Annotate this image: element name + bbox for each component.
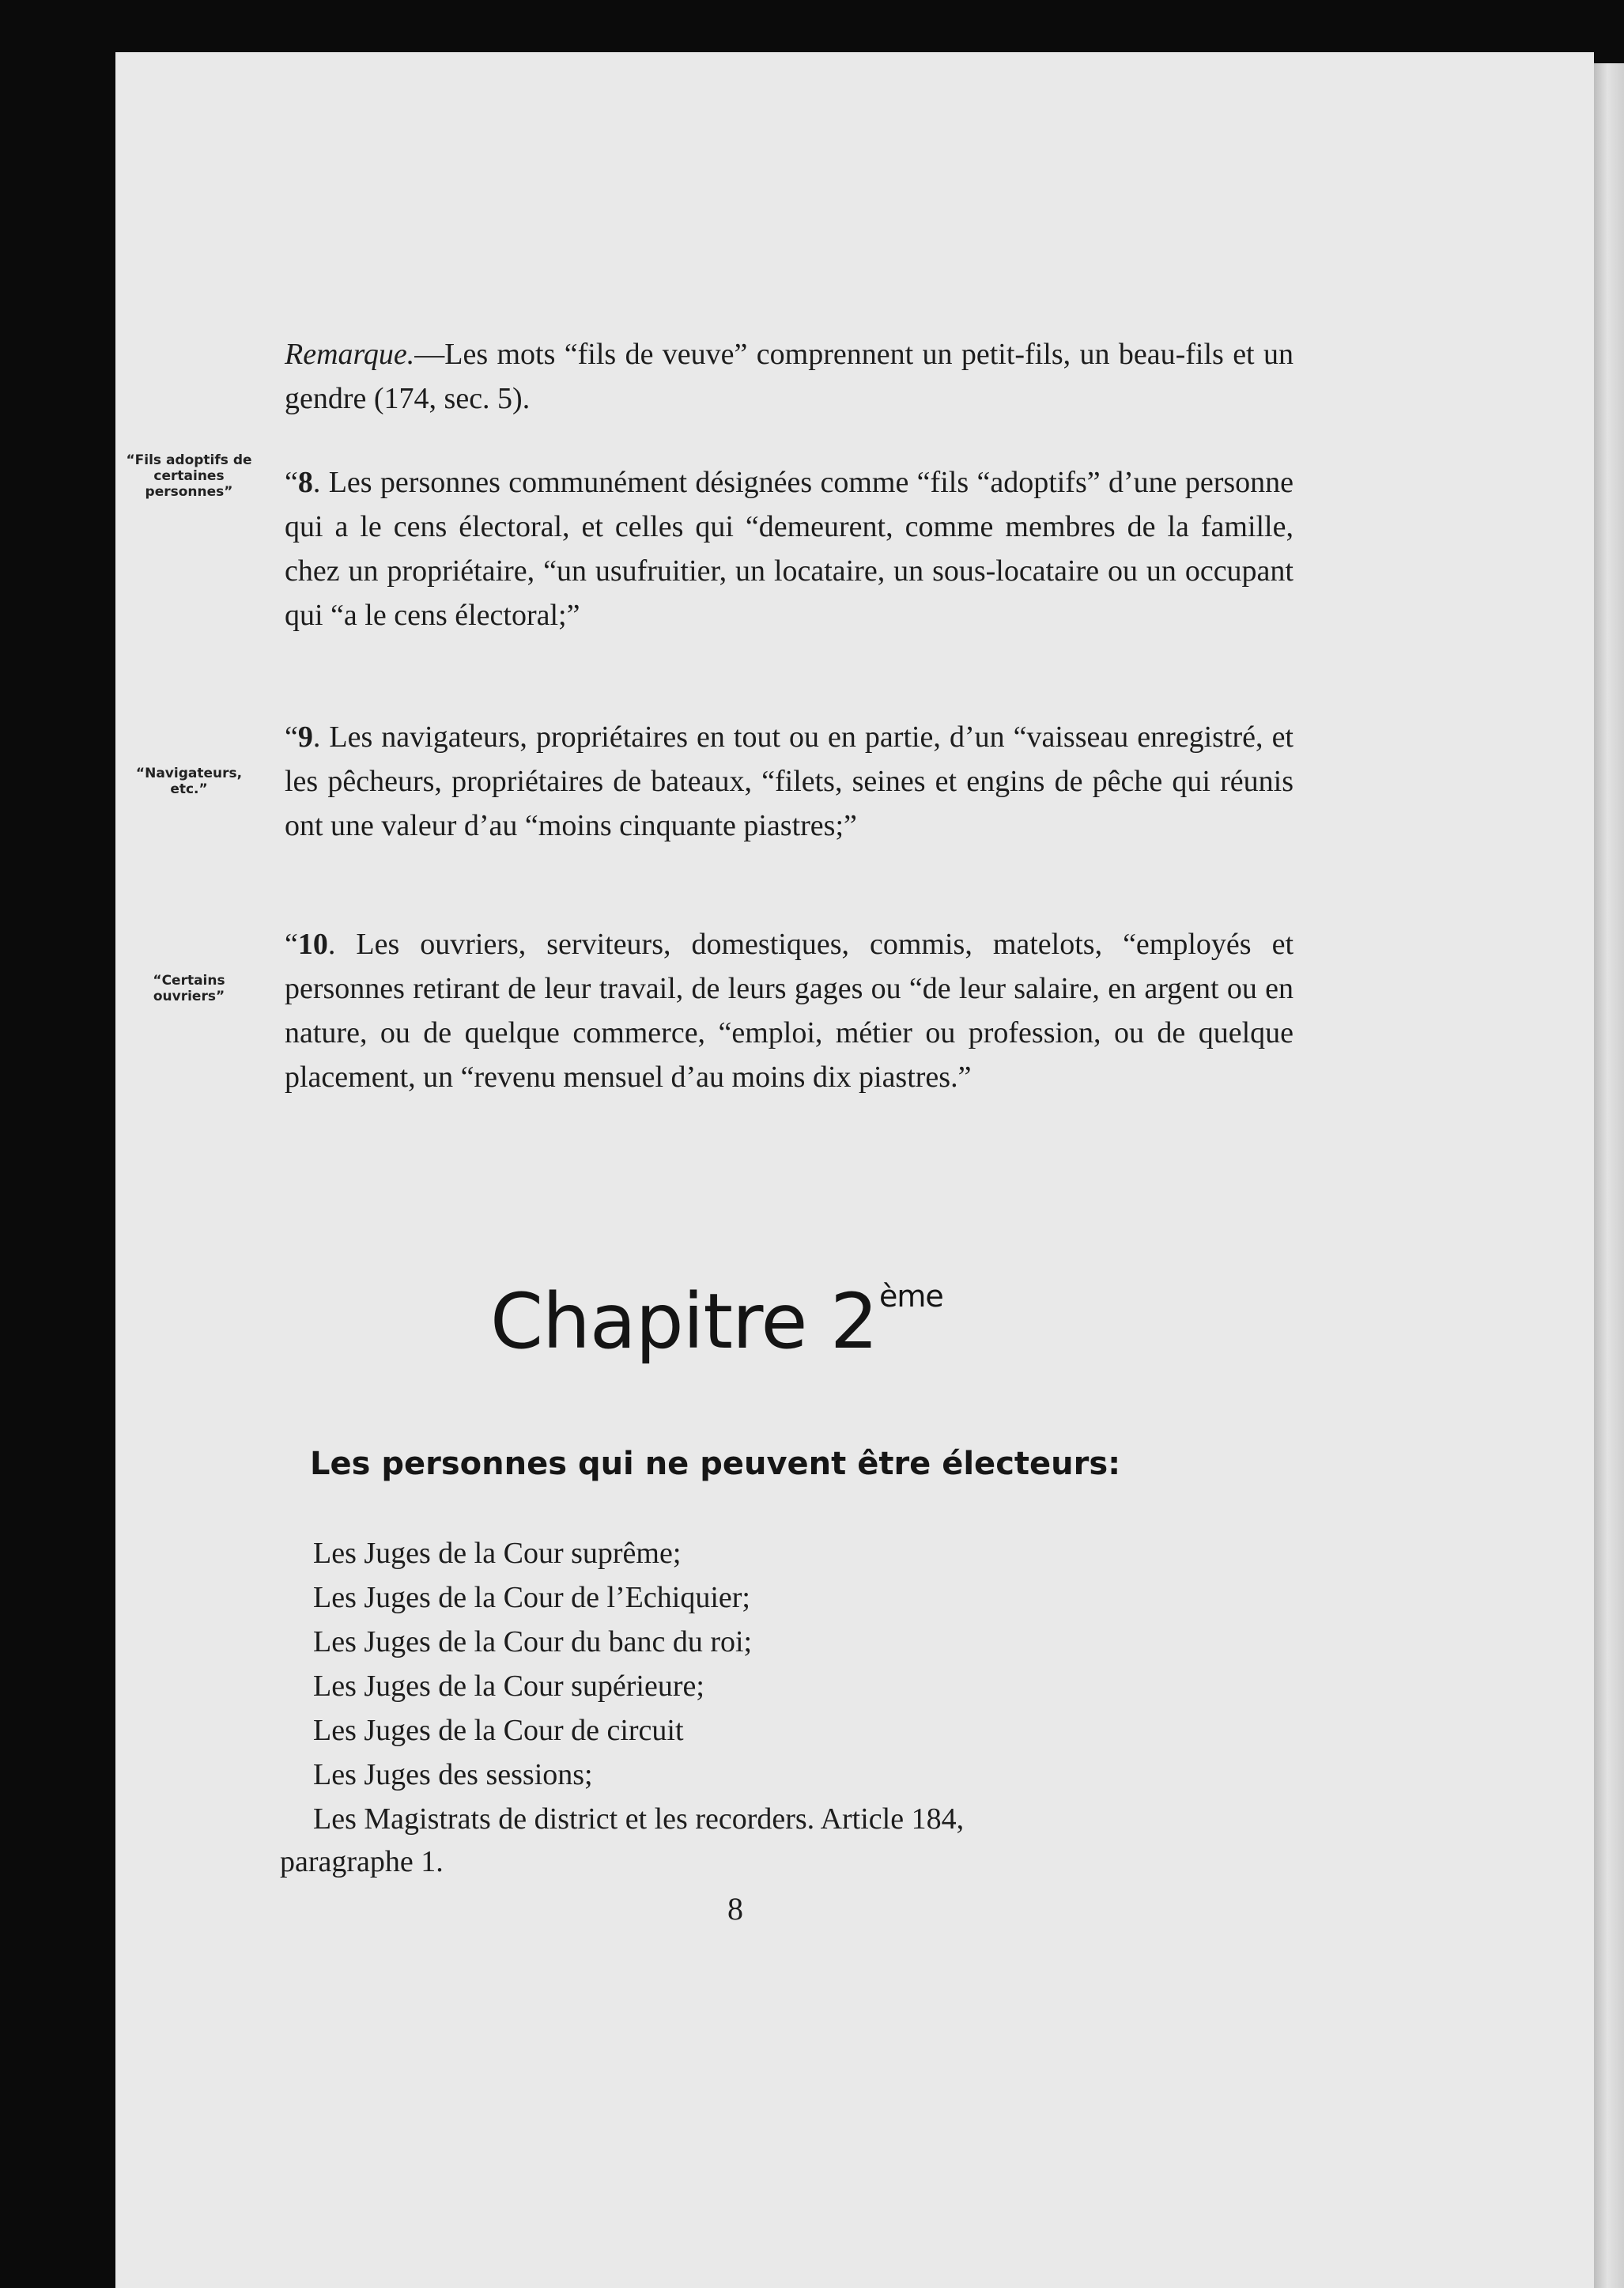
page-number: 8 xyxy=(727,1891,743,1927)
chapter-heading xyxy=(490,1253,1123,1365)
paragraph-10-number: 10 xyxy=(297,928,328,961)
adjacent-page-edge xyxy=(1594,63,1624,2288)
paragraph-8-number: 8 xyxy=(297,466,313,499)
remark-text: —Les mots “fils de veuve” comprennent un petit-fils, un beau-fils et un gendre (174, sec. 5). xyxy=(285,338,1294,415)
paragraph-8 xyxy=(285,460,1294,637)
chapter-suffix: ème xyxy=(878,1279,943,1314)
sidenote-fils-adoptifs: “Fils adoptifs de certaines personnes” xyxy=(126,452,252,500)
section-subtitle: Les personnes qui ne peuvent être électeurs: xyxy=(310,1446,1121,1482)
list-item: Les Juges de la Cour de l’Echiquier; xyxy=(313,1581,750,1614)
list-item: Les Juges de la Cour suprême; xyxy=(313,1537,682,1570)
ineligible-list xyxy=(313,1531,1294,1841)
sidenote-navigateurs: “Navigateurs, etc.” xyxy=(135,766,243,797)
sidenote-certains-ouvriers: “Certains ouvriers” xyxy=(153,973,225,1004)
paragraph-9-number: 9 xyxy=(297,720,313,754)
list-item: Les Juges des sessions; xyxy=(313,1758,593,1791)
paragraph-10-text: . Les ouvriers, serviteurs, domestiques, commis, matelots, “employés et personnes retirant de leur travail, de leurs gages ou “de leur salaire, en argent ou en nature, ou de quelque commerce, “emploi, métier ou profession, ou de quelque placement, un “revenu mensuel d’au moins dix piastres.” xyxy=(285,928,1294,1094)
remark-label: Remarque. xyxy=(285,338,415,371)
paragraph-8-quote: “ xyxy=(285,466,298,499)
paragraph-8-text: . Les personnes communément désignées comme “fils “adoptifs” d’une personne qui a le cens électoral, et celles qui “demeurent, comme membres de la famille, chez un propriétaire, “un usufruitier, un locataire, un sous-locataire ou un occupant qui “a le cens électoral;” xyxy=(285,466,1294,632)
paragraph-9 xyxy=(285,715,1294,848)
list-item-last: Les Magistrats de district et les recorders. Article 184, xyxy=(313,1802,965,1836)
remark-paragraph xyxy=(285,332,1294,421)
list-item: Les Juges de la Cour du banc du roi; xyxy=(313,1625,753,1658)
paragraph-10-quote: “ xyxy=(285,928,298,961)
list-item: Les Juges de la Cour de circuit xyxy=(313,1714,684,1747)
paragraph-10 xyxy=(285,922,1294,1099)
chapter-title: Chapitre 2 xyxy=(490,1277,878,1366)
list-last-continuation: paragraphe 1. xyxy=(280,1845,444,1878)
paragraph-9-quote: “ xyxy=(285,720,298,754)
list-item: Les Juges de la Cour supérieure; xyxy=(313,1670,704,1703)
paragraph-9-text: . Les navigateurs, propriétaires en tout ou en partie, d’un “vaisseau enregistré, et les pêcheurs, propriétaires de bateaux, “filets, seines et engins de pêche qui réunis ont une valeur d’au “moins cinquante piastres;” xyxy=(285,720,1294,842)
